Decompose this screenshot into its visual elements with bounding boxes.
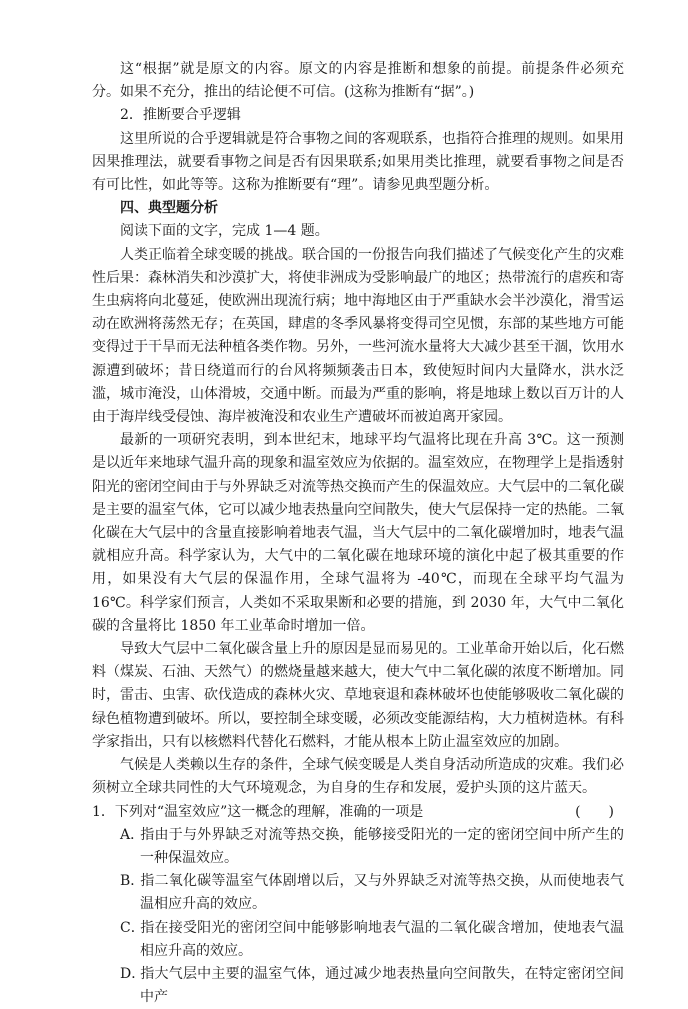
option-d	[120, 963, 624, 1009]
question-1-stem: 1．下列对“温室效应”这一概念的理解，准确的一项是	[92, 803, 424, 820]
reading-instruction: 阅读下面的文字，完成 1—4 题。	[120, 223, 329, 240]
point-2-body: 这里所说的合乎逻辑就是符合事物之间的客观联系，也指符合推理的规则。如果用因果推理法，就要看事物之间是否有因果联系;如果用类比推理，就要看事物之间是否有可比性，如此等等。这称为推断要有“理”。请参见典型题分析。	[92, 130, 624, 194]
page-content	[92, 58, 624, 1009]
option-c-letter: C．	[120, 919, 145, 936]
option-c	[120, 917, 624, 963]
option-a	[120, 824, 624, 870]
option-a-text: 指由于与外界缺乏对流等热交换，能够接受阳光的一定的密闭空间中所产生的一种保温效应。	[140, 826, 624, 866]
option-b-letter: B．	[120, 873, 145, 890]
option-b	[120, 870, 624, 916]
option-c-text: 指在接受阳光的密闭空间中能够影响地表气温的二氧化碳含增加，使地表气温相应升高的效应。	[140, 919, 624, 959]
passage-paragraph-2: 最新的一项研究表明，到本世纪末，地球平均气温将比现在升高 3℃。这一预测是以近年来地球气温升高的现象和温室效应为依据的。温室效应，在物理学上是指透射阳光的密闭空间由于与外界缺乏对流等热交换而产生的保温效应。大气层中的二氧化碳是主要的温室气体，它可以减少地表热量向空间散失，使大气层保持一定的热能。二氧化碳在大气层中的含量直接影响着地表气温，当大气层中的二氧化碳增加时，地表气温就相应升高。科学家认为，大气中的二氧化碳在地球环境的演化中起了极其重要的作用，如果没有大气层的保温作用，全球气温将为 -40℃，而现在全球平均气温为 16℃。科学家们预言，人类如不采取果断和必要的措施，到 2030 年，大气中二氧化碳的含量将比 1850 年工业革命时增加一倍。	[92, 432, 624, 634]
option-d-letter: D．	[120, 965, 146, 982]
point-2-title: 2．推断要合乎逻辑	[120, 107, 241, 124]
passage-paragraph-3: 导致大气层中二氧化碳含量上升的原因是显而易见的。工业革命开始以后，化石燃料（煤炭、石油、天然气）的燃烧量越来越大，使大气中二氧化碳的浓度不断增加。同时，雷击、虫害、砍伐造成的森林火灾、草地衰退和森林破坏也使能够吸收二氧化碳的绿色植物遭到破坏。所以，要控制全球变暖，必须改变能源结构，大力植树造林。有科学家指出，只有以核燃料代替化石燃料，才能从根本上防止温室效应的加剧。	[92, 641, 624, 750]
answer-blank: ( )	[575, 803, 614, 820]
option-a-letter: A．	[120, 826, 145, 843]
passage-paragraph-4: 气候是人类赖以生存的条件，全球气候变暖是人类自身活动所造成的灾难。我们必须树立全球共同性的大气环境观念，为自身的生存和发展，爱护头顶的这片蓝天。	[92, 757, 624, 797]
question-1	[92, 801, 624, 824]
passage-paragraph-1: 人类正临着全球变暖的挑战。联合国的一份报告向我们描述了气候变化产生的灾难性后果：森林消失和沙漠扩大，将使非洲成为受影响最广的地区；热带流行的虐疾和寄生虫病将向北蔓延，使欧洲出现流行病；地中海地区由于严重缺水会半沙漠化，滑雪运动在欧洲将荡然无存；在英国，肆虐的冬季风暴将变得司空见惯，东部的某些地方可能变得过于干旱而无法种植各类作物。另外，一些河流水量将大大减少甚至干涸，饮用水源遭到破坏；昔日绕道而行的台风将频频袭击日本，致使短时间内大量降水，洪水泛滥，城市淹没，山体滑坡，交通中断。而最为严重的影响，将是地球上数以百万计的人由于海岸线受侵蚀、海岸被淹没和农业生产遭破坏而被迫离开家园。	[92, 246, 624, 426]
option-b-text: 指二氧化碳等温室气体剧增以后，又与外界缺乏对流等热交换，从而使地表气温相应升高的效应。	[140, 873, 624, 913]
intro-paragraph: 这“根据”就是原文的内容。原文的内容是推断和想象的前提。前提条件必须充分。如果不充分，推出的结论便不可信。(这称为推断有“据”。)	[92, 61, 624, 101]
option-d-text: 指大气层中主要的温室气体，通过减少地表热量向空间散失，在特定密闭空间中产	[140, 965, 624, 1006]
section-4-heading: 四、典型题分析	[120, 200, 218, 217]
